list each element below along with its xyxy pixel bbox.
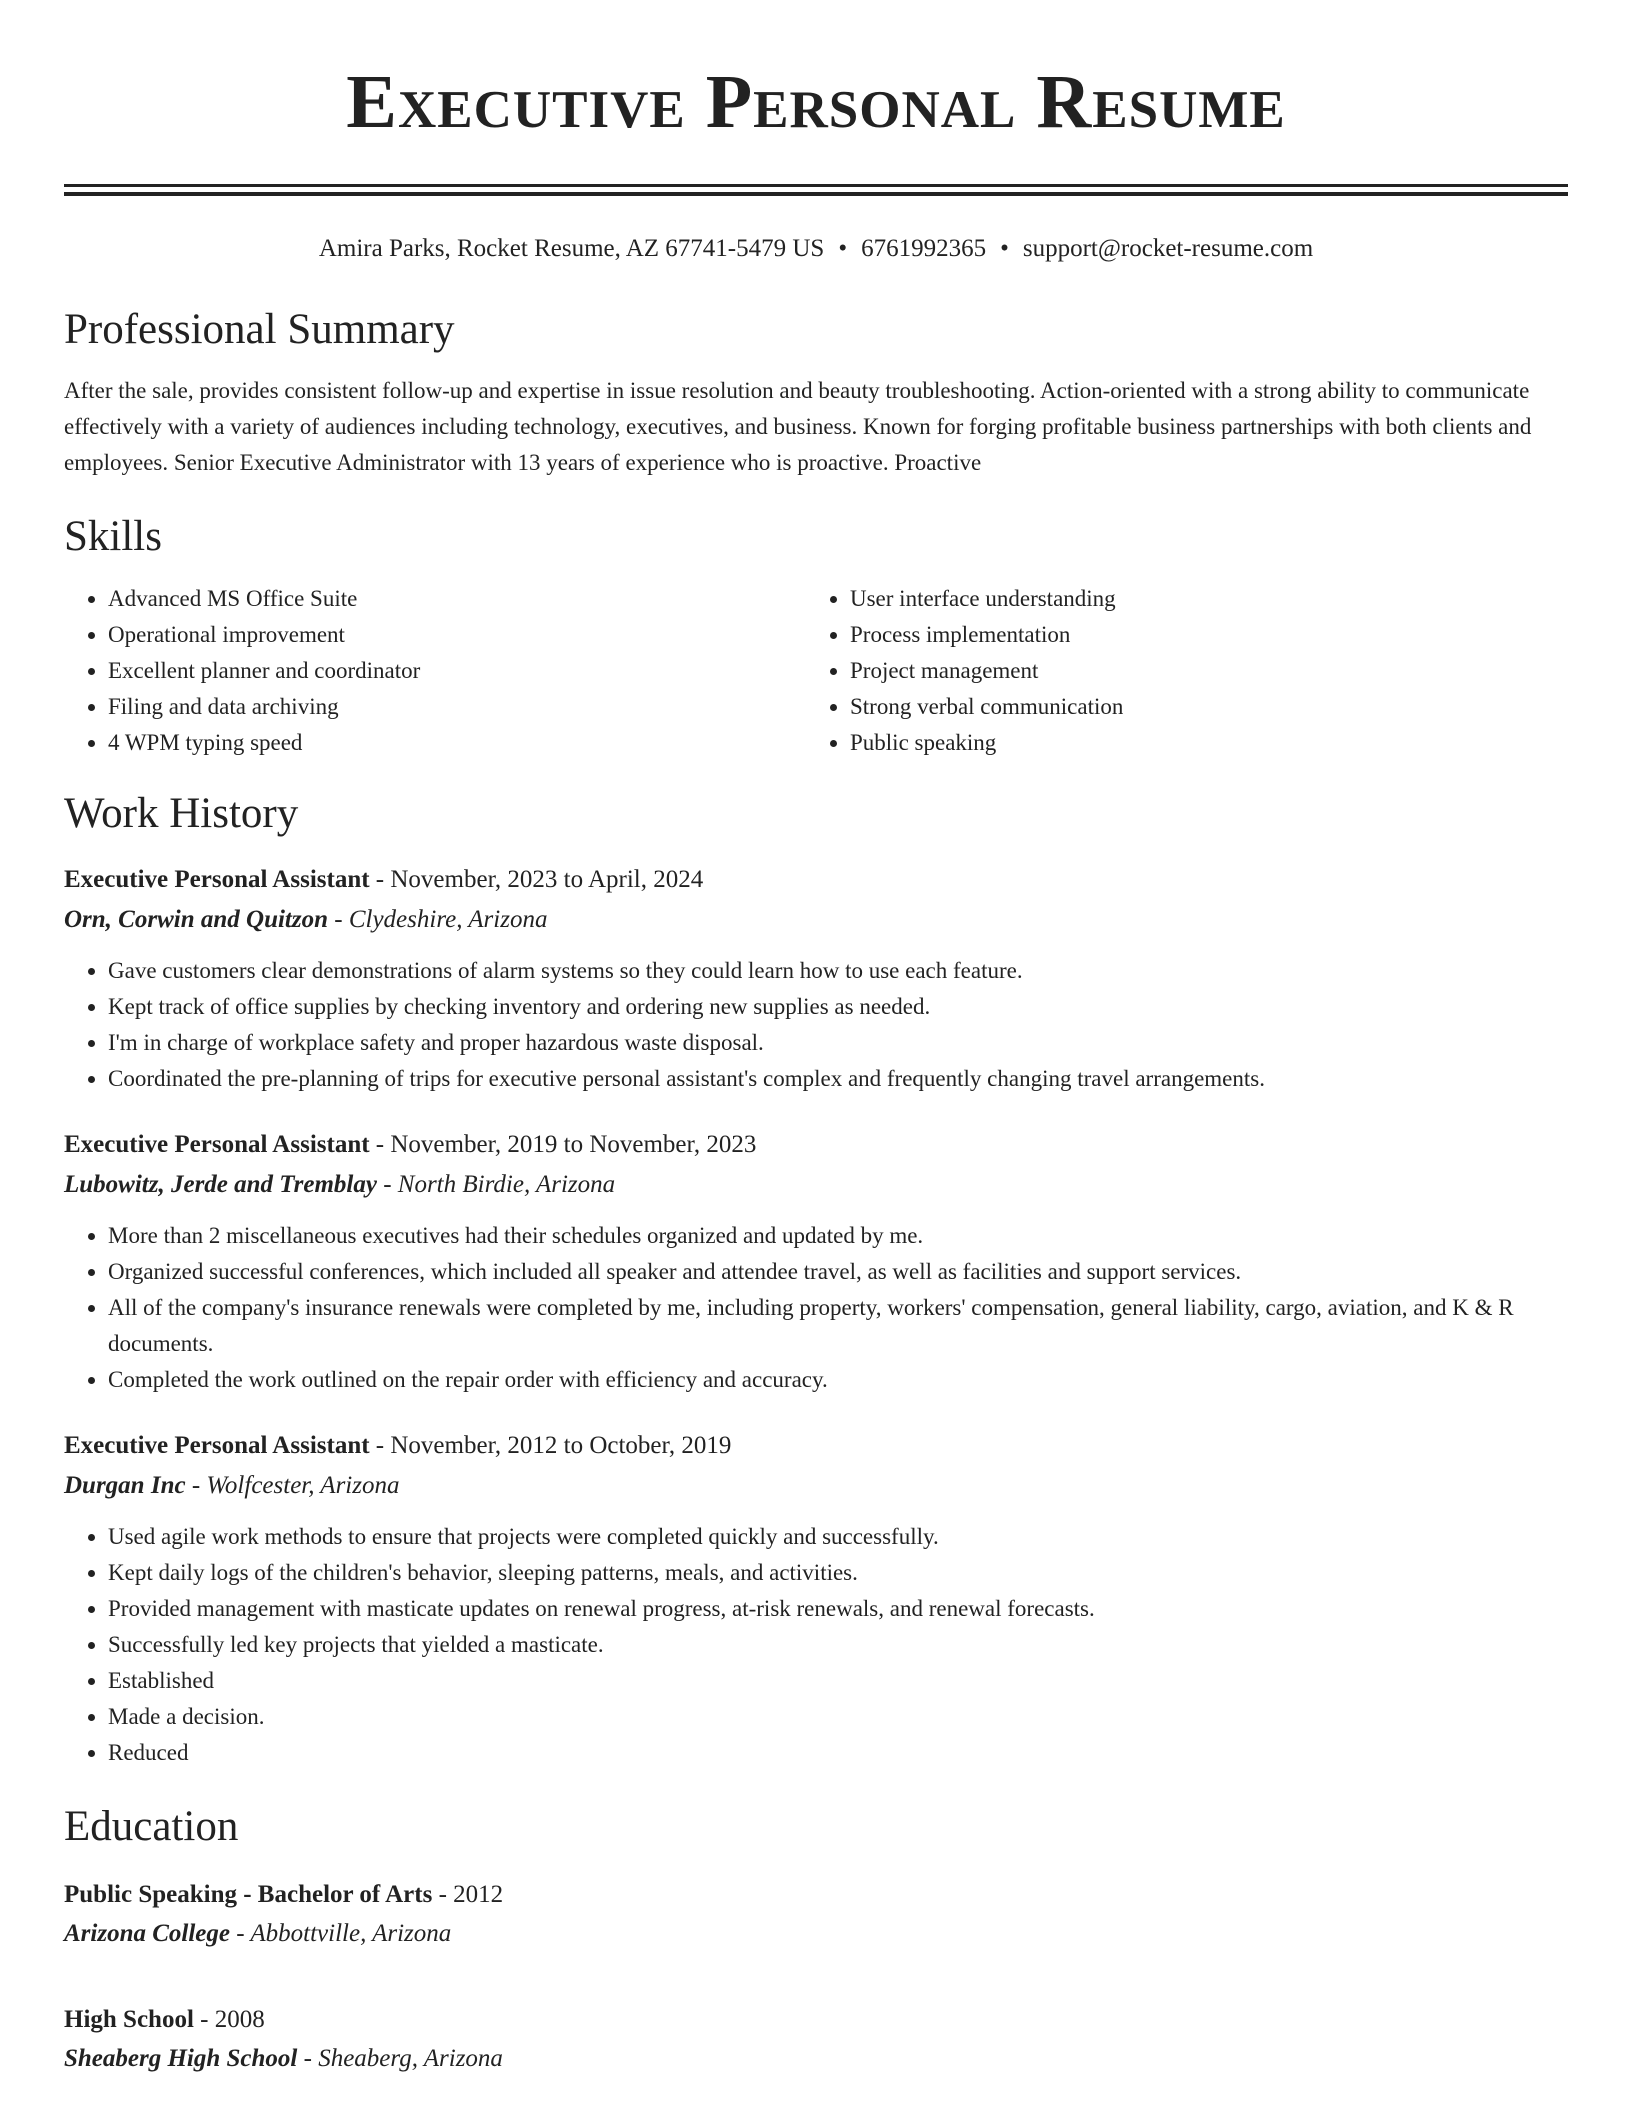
job-bullet: • All of the company's insurance renewals were completed by me, including property, workers' compensation, general liability, cargo, aviation, and K & R documents.: [108, 1290, 1568, 1362]
job-title: Executive Personal Assistant: [64, 1432, 370, 1459]
skills-left-list: [64, 581, 806, 761]
job-title-line: [64, 1127, 1568, 1163]
education-degree-line: [64, 2002, 1568, 2038]
education-degree: Public Speaking - Bachelor of Arts: [64, 1881, 433, 1908]
summary-text: After the sale, provides consistent follow-up and expertise in issue resolution and beauty troubleshooting. Action-oriented with a strong ability to communicate effectively with a variety of audiences including technology, executives, and business. Known for forging profitable business partnerships with both clients and employees. Senior Executive Administrator with 13 years of experience who is proactive. Proactive: [64, 378, 1532, 475]
skills-right-list: [806, 581, 1548, 761]
job-bullet: • Used agile work methods to ensure that projects were completed quickly and successfully.: [108, 1519, 1568, 1555]
education-year: - 2012: [432, 1881, 504, 1908]
job-bullet: • Coordinated the pre-planning of trips for executive personal assistant's complex and frequently changing travel arrangements.: [108, 1061, 1568, 1097]
job-bullet: • Reduced: [108, 1735, 1568, 1771]
contact-separator: •: [1000, 235, 1009, 262]
job-bullet: • More than 2 miscellaneous executives had their schedules organized and updated by me.: [108, 1218, 1568, 1254]
contact-line: [64, 234, 1568, 264]
job-title-line: [64, 862, 1568, 898]
job-dates: - November, 2012 to October, 2019: [369, 1432, 732, 1459]
job-bullet: • Completed the work outlined on the repair order with efficiency and accuracy.: [108, 1362, 1568, 1398]
job-bullet: • Established: [108, 1663, 1568, 1699]
job-bullet: • Made a decision.: [108, 1699, 1568, 1735]
education-degree-line: [64, 1877, 1568, 1913]
job-entry: [64, 1428, 1568, 1771]
job-bullets: [64, 953, 1568, 1097]
skill-item: • Process implementation: [850, 617, 1548, 653]
contact-phone: 6761992365: [861, 235, 987, 262]
skill-item: • Excellent planner and coordinator: [108, 653, 806, 689]
skill-item: • Public speaking: [850, 725, 1548, 761]
education-location: - Sheaberg, Arizona: [297, 2045, 503, 2072]
job-bullet: • Kept daily logs of the children's behavior, sleeping patterns, meals, and activities.: [108, 1555, 1568, 1591]
job-bullets: [64, 1519, 1568, 1771]
job-location: - Wolfcester, Arizona: [185, 1472, 400, 1499]
education-entry: [64, 1877, 1568, 1952]
contact-separator: •: [838, 235, 848, 262]
job-bullet: • I'm in charge of workplace safety and proper hazardous waste disposal.: [108, 1025, 1568, 1061]
skill-item: • Project management: [850, 653, 1548, 689]
skills-columns: [64, 581, 1568, 761]
education-school-line: [64, 2041, 1568, 2077]
job-company: Orn, Corwin and Quitzon: [64, 906, 329, 933]
job-location: - North Birdie, Arizona: [376, 1171, 616, 1198]
contact-address: Amira Parks, Rocket Resume, AZ 67741-5479 US: [318, 235, 825, 262]
job-title: Executive Personal Assistant: [64, 866, 370, 893]
job-dates: - November, 2023 to April, 2024: [369, 866, 704, 893]
summary-heading: Professional Summary: [64, 306, 455, 353]
job-company: Lubowitz, Jerde and Tremblay: [64, 1171, 377, 1198]
skill-item: • Operational improvement: [108, 617, 806, 653]
job-dates: - November, 2019 to November, 2023: [369, 1131, 757, 1158]
skills-heading: Skills: [64, 513, 162, 560]
education-school: Sheaberg High School: [64, 2045, 298, 2072]
skill-item: • Strong verbal communication: [850, 689, 1548, 725]
education-location: - Abbottville, Arizona: [230, 1920, 452, 1947]
job-bullet: • Organized successful conferences, which included all speaker and attendee travel, as well as facilities and support services.: [108, 1254, 1568, 1290]
job-bullet: • Kept track of office supplies by checking inventory and ordering new supplies as needed.: [108, 989, 1568, 1025]
job-bullets: [64, 1218, 1568, 1398]
education-school: Arizona College: [64, 1920, 230, 1947]
contact-email: support@rocket-resume.com: [1022, 235, 1314, 262]
work-history-heading: Work History: [64, 790, 299, 837]
job-bullet: • Provided management with masticate updates on renewal progress, at-risk renewals, and renewal forecasts.: [108, 1591, 1568, 1627]
job-company-line: [64, 1468, 1568, 1504]
job-bullet: • Successfully led key projects that yielded a masticate.: [108, 1627, 1568, 1663]
education-school-line: [64, 1916, 1568, 1952]
skill-item: • 4 WPM typing speed: [108, 725, 806, 761]
job-title-line: [64, 1428, 1568, 1464]
job-company-line: [64, 1167, 1568, 1203]
resume-title: Executive Personal Resume: [346, 60, 1286, 144]
skill-item: • Filing and data archiving: [108, 689, 806, 725]
education-entry: [64, 2002, 1568, 2077]
job-entry: [64, 862, 1568, 1097]
job-location: - Clydeshire, Arizona: [328, 906, 548, 933]
skill-item: • Advanced MS Office Suite: [108, 581, 806, 617]
job-entry: [64, 1127, 1568, 1398]
title-divider: [64, 184, 1568, 196]
job-company: Durgan Inc: [64, 1472, 186, 1499]
job-bullet: • Gave customers clear demonstrations of alarm systems so they could learn how to use each feature.: [108, 953, 1568, 989]
education-degree: High School: [64, 2006, 194, 2033]
education-heading: Education: [64, 1803, 239, 1850]
education-year: - 2008: [193, 2006, 265, 2033]
job-title: Executive Personal Assistant: [64, 1131, 370, 1158]
job-company-line: [64, 902, 1568, 938]
skill-item: • User interface understanding: [850, 581, 1548, 617]
